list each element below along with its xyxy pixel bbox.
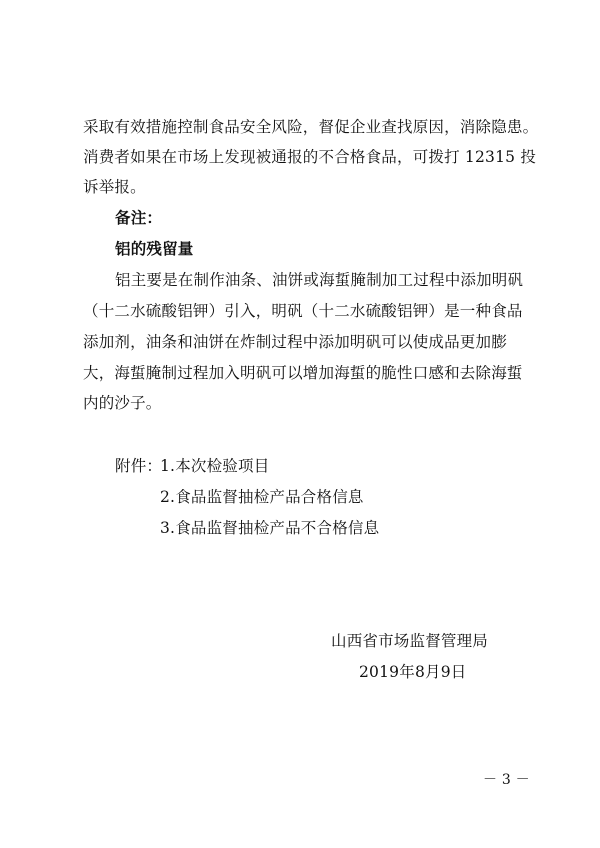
note-heading: 备注： bbox=[115, 208, 163, 227]
page-number: － 3 － bbox=[483, 772, 530, 788]
issue-date: 2019年8月9日 bbox=[359, 663, 467, 681]
body-line-3: 诉举报。 bbox=[83, 178, 146, 196]
note-line-1: 铝主要是在制作油条、油饼或海蜇腌制加工过程中添加明矾 bbox=[115, 271, 524, 289]
attachment-item-3: 3.食品监督抽检产品不合格信息 bbox=[160, 519, 380, 537]
attachment-item-1: 1.本次检验项目 bbox=[160, 457, 270, 475]
note-subheading: 铝的残留量 bbox=[115, 239, 194, 258]
note-line-5: 内的沙子。 bbox=[83, 394, 162, 412]
body-line-1: 采取有效措施控制食品安全风险，督促企业查找原因，消除隐患。 bbox=[83, 118, 539, 136]
issuing-organization: 山西省市场监督管理局 bbox=[331, 632, 489, 650]
note-line-4: 大，海蜇腌制过程加入明矾可以增加海蜇的脆性口感和去除海蜇 bbox=[83, 364, 523, 382]
note-line-3: 添加剂，油条和油饼在炸制过程中添加明矾可以使成品更加膨 bbox=[83, 333, 507, 351]
note-line-2: （十二水硫酸铝钾）引入，明矾（十二水硫酸铝钾）是一种食品 bbox=[83, 302, 523, 320]
body-line-2: 消费者如果在市场上发现被通报的不合格食品，可拨打 12315 投 bbox=[83, 148, 537, 166]
attachments-label: 附件： bbox=[115, 457, 163, 475]
attachment-item-2: 2.食品监督抽检产品合格信息 bbox=[160, 488, 364, 506]
